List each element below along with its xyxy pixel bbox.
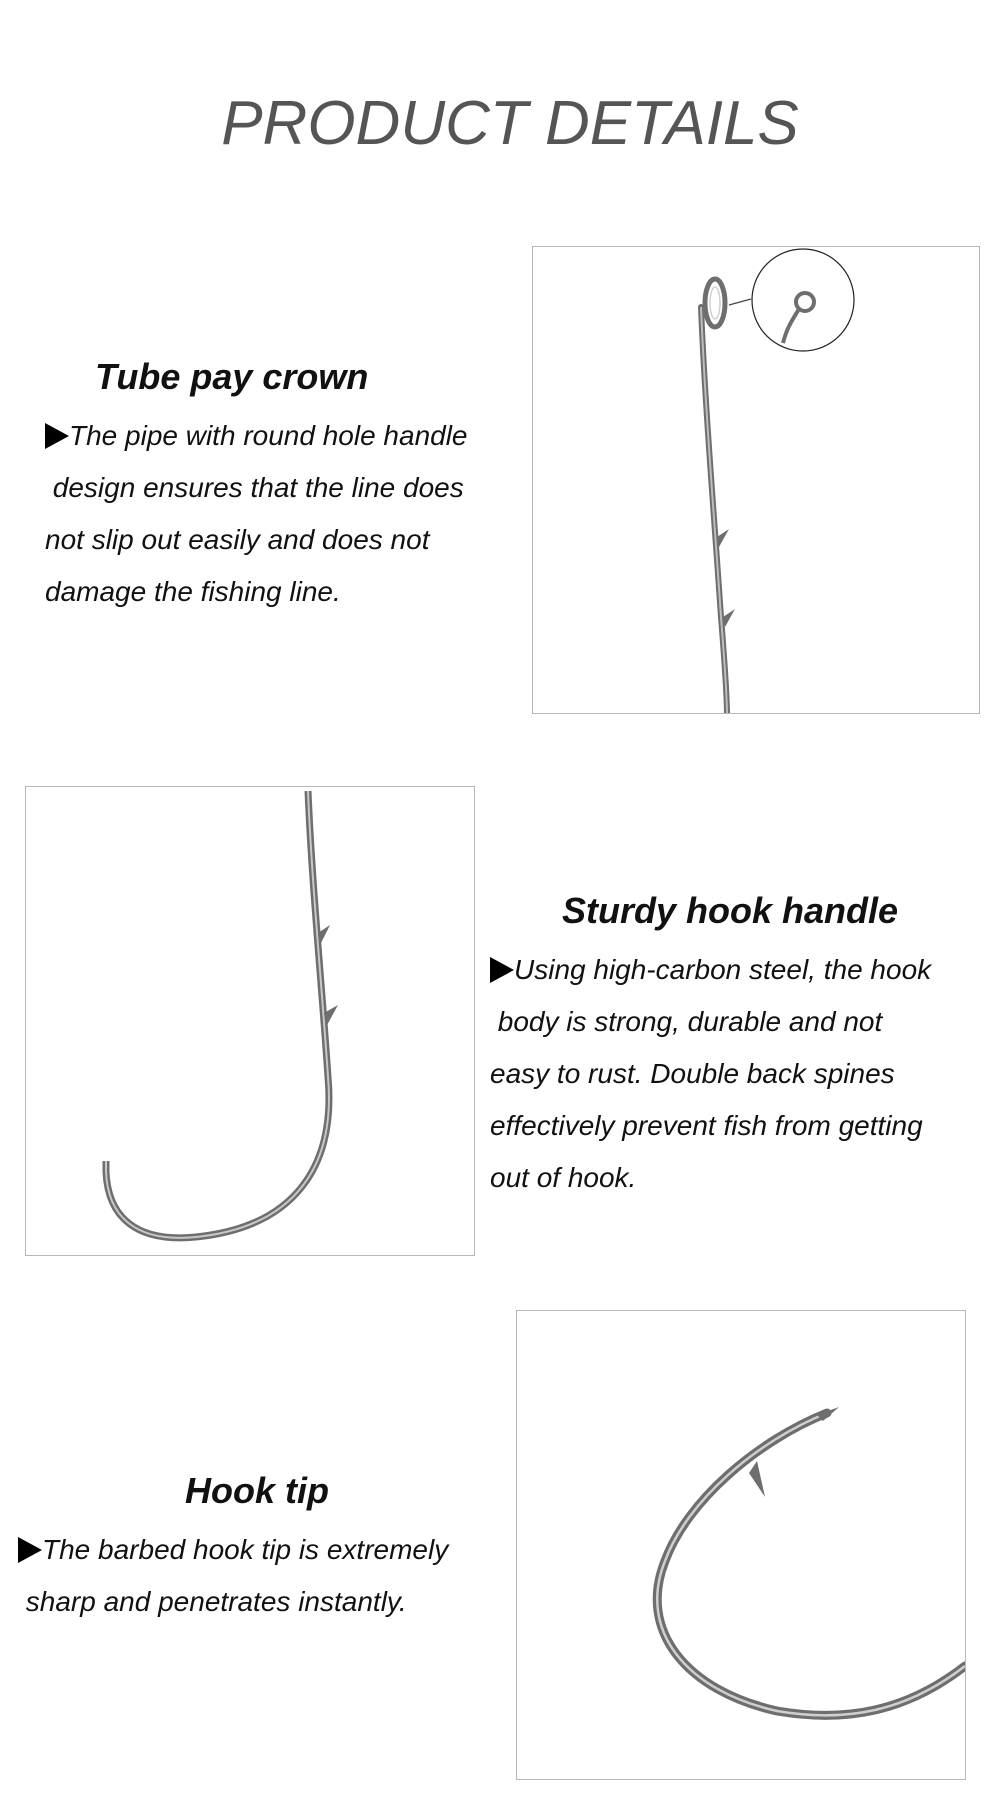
- description-line: The pipe with round hole handle: [69, 420, 468, 451]
- description-line: Using high-carbon steel, the hook: [514, 954, 932, 985]
- feature-description: [18, 1524, 448, 1628]
- page-title: PRODUCT DETAILS: [221, 89, 799, 158]
- description-line: damage the fishing line.: [45, 576, 341, 607]
- hook-tip-illustration: [517, 1311, 966, 1780]
- description-line: easy to rust. Double back spines: [490, 1058, 895, 1089]
- triangle-right-icon: [18, 1537, 42, 1563]
- hook-shank-illustration: [26, 787, 475, 1256]
- feature-title: Hook tip: [185, 1470, 329, 1511]
- hook-eye-illustration: [533, 247, 980, 714]
- product-image-hook-shank: [25, 786, 475, 1256]
- description-line: The barbed hook tip is extremely: [42, 1534, 449, 1565]
- feature-title: Tube pay crown: [95, 356, 369, 397]
- feature-description: [45, 410, 468, 618]
- description-line: design ensures that the line does: [45, 472, 464, 503]
- description-line: body is strong, durable and not: [490, 1006, 883, 1037]
- feature-description: [490, 944, 931, 1204]
- triangle-right-icon: [45, 423, 69, 449]
- product-image-hook-tip: [516, 1310, 966, 1780]
- description-line: not slip out easily and does not: [45, 524, 430, 555]
- triangle-right-icon: [490, 957, 514, 983]
- feature-title: Sturdy hook handle: [562, 890, 899, 931]
- description-line: out of hook.: [490, 1162, 637, 1193]
- description-line: effectively prevent fish from getting: [490, 1110, 923, 1141]
- description-line: sharp and penetrates instantly.: [18, 1586, 407, 1617]
- product-image-hook-eye: [532, 246, 980, 714]
